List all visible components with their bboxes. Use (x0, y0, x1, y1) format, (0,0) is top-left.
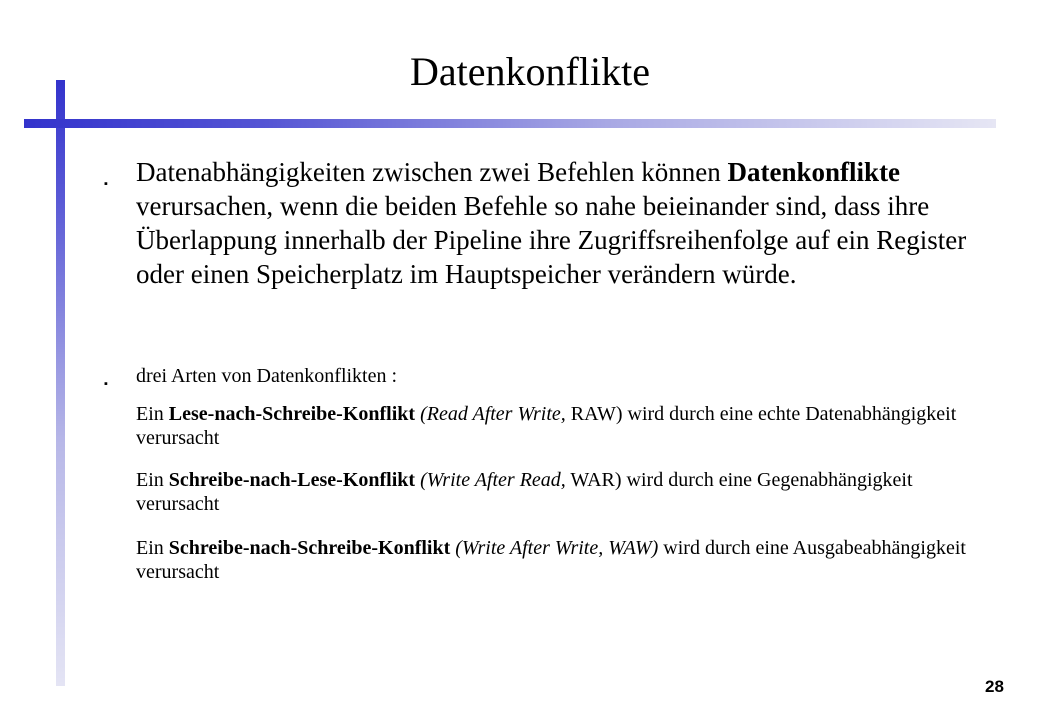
bullet-text (136, 155, 984, 291)
vertical-accent-bar (56, 80, 65, 686)
bullet-text: drei Arten von Datenkonflikten : (136, 365, 398, 387)
conflict-name: Lese-nach-Schreibe-Konflikt (168, 403, 416, 425)
conflict-italic: (Write After Write, WAW) (450, 537, 659, 559)
bullet-text-after: verursachen, wenn die beiden Befehle so nahe beieinander sind, dass ihre Überlappung innerhalb der Pipeline ihre Zugriffsreihenfolge auf ein Register oder einen Speicherplatz im Hauptspeicher verändern würde. (136, 191, 967, 289)
page-number: 28 (985, 677, 1004, 696)
horizontal-accent-bar (24, 119, 996, 128)
conflict-raw (136, 402, 976, 450)
conflict-rest: RAW) wird durch eine echte Datenabhängigkeit verursacht (136, 403, 957, 449)
bullet-bold-term: Datenkonflikte (727, 157, 901, 187)
conflict-prefix: Ein (136, 403, 169, 425)
conflict-name: Schreibe-nach-Schreibe-Konflikt (168, 537, 451, 559)
conflict-war (136, 468, 976, 516)
bullet-datenabhaengigkeiten (104, 155, 984, 291)
conflict-rest: WAR) wird durch eine Gegenabhängigkeit verursacht (136, 469, 913, 515)
conflict-name: Schreibe-nach-Lese-Konflikt (168, 469, 416, 491)
slide-title: Datenkonflikte (410, 49, 650, 94)
square-bullet-icon: ▪ (104, 178, 108, 190)
square-bullet-icon: ▪ (104, 378, 108, 390)
conflict-prefix: Ein (136, 537, 169, 559)
conflict-italic: (Write After Read, (415, 469, 566, 491)
bullet-text-before: Datenabhängigkeiten zwischen zwei Befehlen können (136, 157, 728, 187)
conflict-waw (136, 536, 976, 584)
bullet-arten (104, 364, 984, 388)
conflict-prefix: Ein (136, 469, 169, 491)
conflict-rest: wird durch eine Ausgabeabhängigkeit verursacht (136, 537, 966, 583)
conflict-italic: (Read After Write, (415, 403, 566, 425)
